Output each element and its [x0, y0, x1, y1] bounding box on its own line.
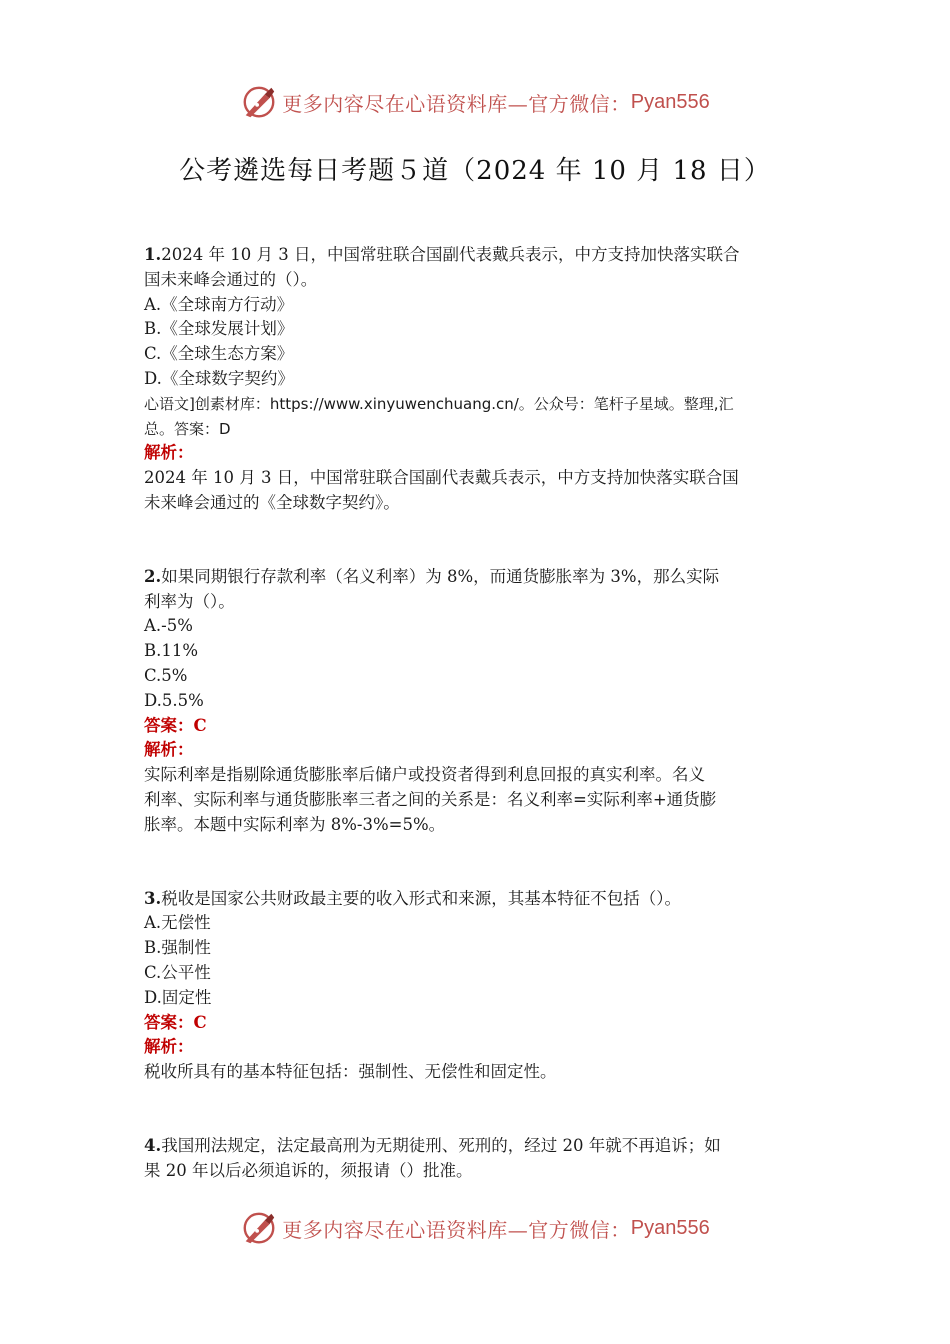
banner-account: Pyan556	[630, 1216, 710, 1239]
question-1	[144, 243, 808, 516]
promo-line: 心语文]创素材库：https://www.xinyuwenchuang.cn/。公众号：笔杆子星域。整理,汇	[144, 394, 734, 413]
option-b: B.11%	[144, 641, 199, 661]
analysis-label: 解析：	[144, 740, 194, 760]
analysis-text: 利率、实际利率与通货膨胀率三者之间的关系是：名义利率=实际利率+通货膨	[144, 789, 717, 809]
option-c: C.公平性	[144, 962, 211, 982]
option-a: A.《全球南方行动》	[144, 294, 294, 314]
question-2	[144, 565, 808, 838]
question-stem-cont: 果 20 年以后必须追诉的，须报请（）批准。	[144, 1160, 473, 1180]
option-b: B.《全球发展计划》	[144, 319, 294, 339]
question-3	[144, 887, 808, 1085]
pen-nib-circle-icon	[240, 1209, 278, 1247]
option-c: C.《全球生态方案》	[144, 344, 294, 364]
option-a: A.无偿性	[144, 913, 211, 933]
question-stem: 1.2024 年 10 月 3 日，中国常驻联合国副代表戴兵表示，中方支持加快落实联合	[144, 245, 740, 264]
analysis-label: 解析：	[144, 443, 194, 463]
analysis-text: 实际利率是指剔除通货膨胀率后储户或投资者得到利息回报的真实利率。名义	[144, 765, 705, 785]
promo-answer-line: 总。答案：D	[144, 419, 231, 438]
question-stem-cont: 利率为（）。	[144, 591, 235, 611]
question-4	[144, 1134, 808, 1184]
option-d: D.固定性	[144, 987, 212, 1007]
banner-text: 更多内容尽在心语资料库—官方微信：	[282, 1217, 631, 1242]
answer-label: 答案：C	[144, 1012, 207, 1032]
analysis-text: 未来峰会通过的《全球数字契约》。	[144, 492, 400, 512]
analysis-text: 2024 年 10 月 3 日，中国常驻联合国副代表戴兵表示，中方支持加快落实联合国	[144, 468, 739, 488]
question-stem: 2.如果同期银行存款利率（名义利率）为 8%，而通货膨胀率为 3%，那么实际	[144, 566, 720, 586]
question-number: 2.	[144, 566, 162, 586]
analysis-text: 胀率。本题中实际利率为 8%-3%=5%。	[144, 814, 446, 834]
answer-label: 答案：C	[144, 715, 207, 735]
banner-text: 更多内容尽在心语资料库—官方微信：	[282, 91, 631, 116]
question-stem: 4.我国刑法规定，法定最高刑为无期徒刑、死刑的，经过 20 年就不再追诉；如	[144, 1135, 721, 1155]
footer-banner	[0, 1206, 950, 1250]
analysis-label: 解析：	[144, 1037, 194, 1057]
option-c: C.5%	[144, 665, 188, 685]
question-list	[144, 243, 808, 1233]
question-number: 1.	[144, 245, 162, 264]
header-banner	[0, 80, 950, 124]
analysis-text: 税收所具有的基本特征包括：强制性、无偿性和固定性。	[144, 1062, 557, 1082]
page-title: 公考遴选每日考题５道（2024 年 10 月 18 日）	[179, 156, 771, 186]
question-number: 4.	[144, 1135, 162, 1155]
option-d: D.5.5%	[144, 690, 204, 710]
question-stem-cont: 国未来峰会通过的（）。	[144, 269, 318, 289]
question-number: 3.	[144, 888, 162, 908]
option-a: A.-5%	[144, 616, 193, 636]
option-b: B.强制性	[144, 938, 211, 958]
banner-account: Pyan556	[630, 90, 710, 113]
option-d: D.《全球数字契约》	[144, 368, 294, 388]
pen-nib-circle-icon	[240, 83, 278, 121]
question-stem: 3.税收是国家公共财政最主要的收入形式和来源，其基本特征不包括（）。	[144, 888, 681, 908]
